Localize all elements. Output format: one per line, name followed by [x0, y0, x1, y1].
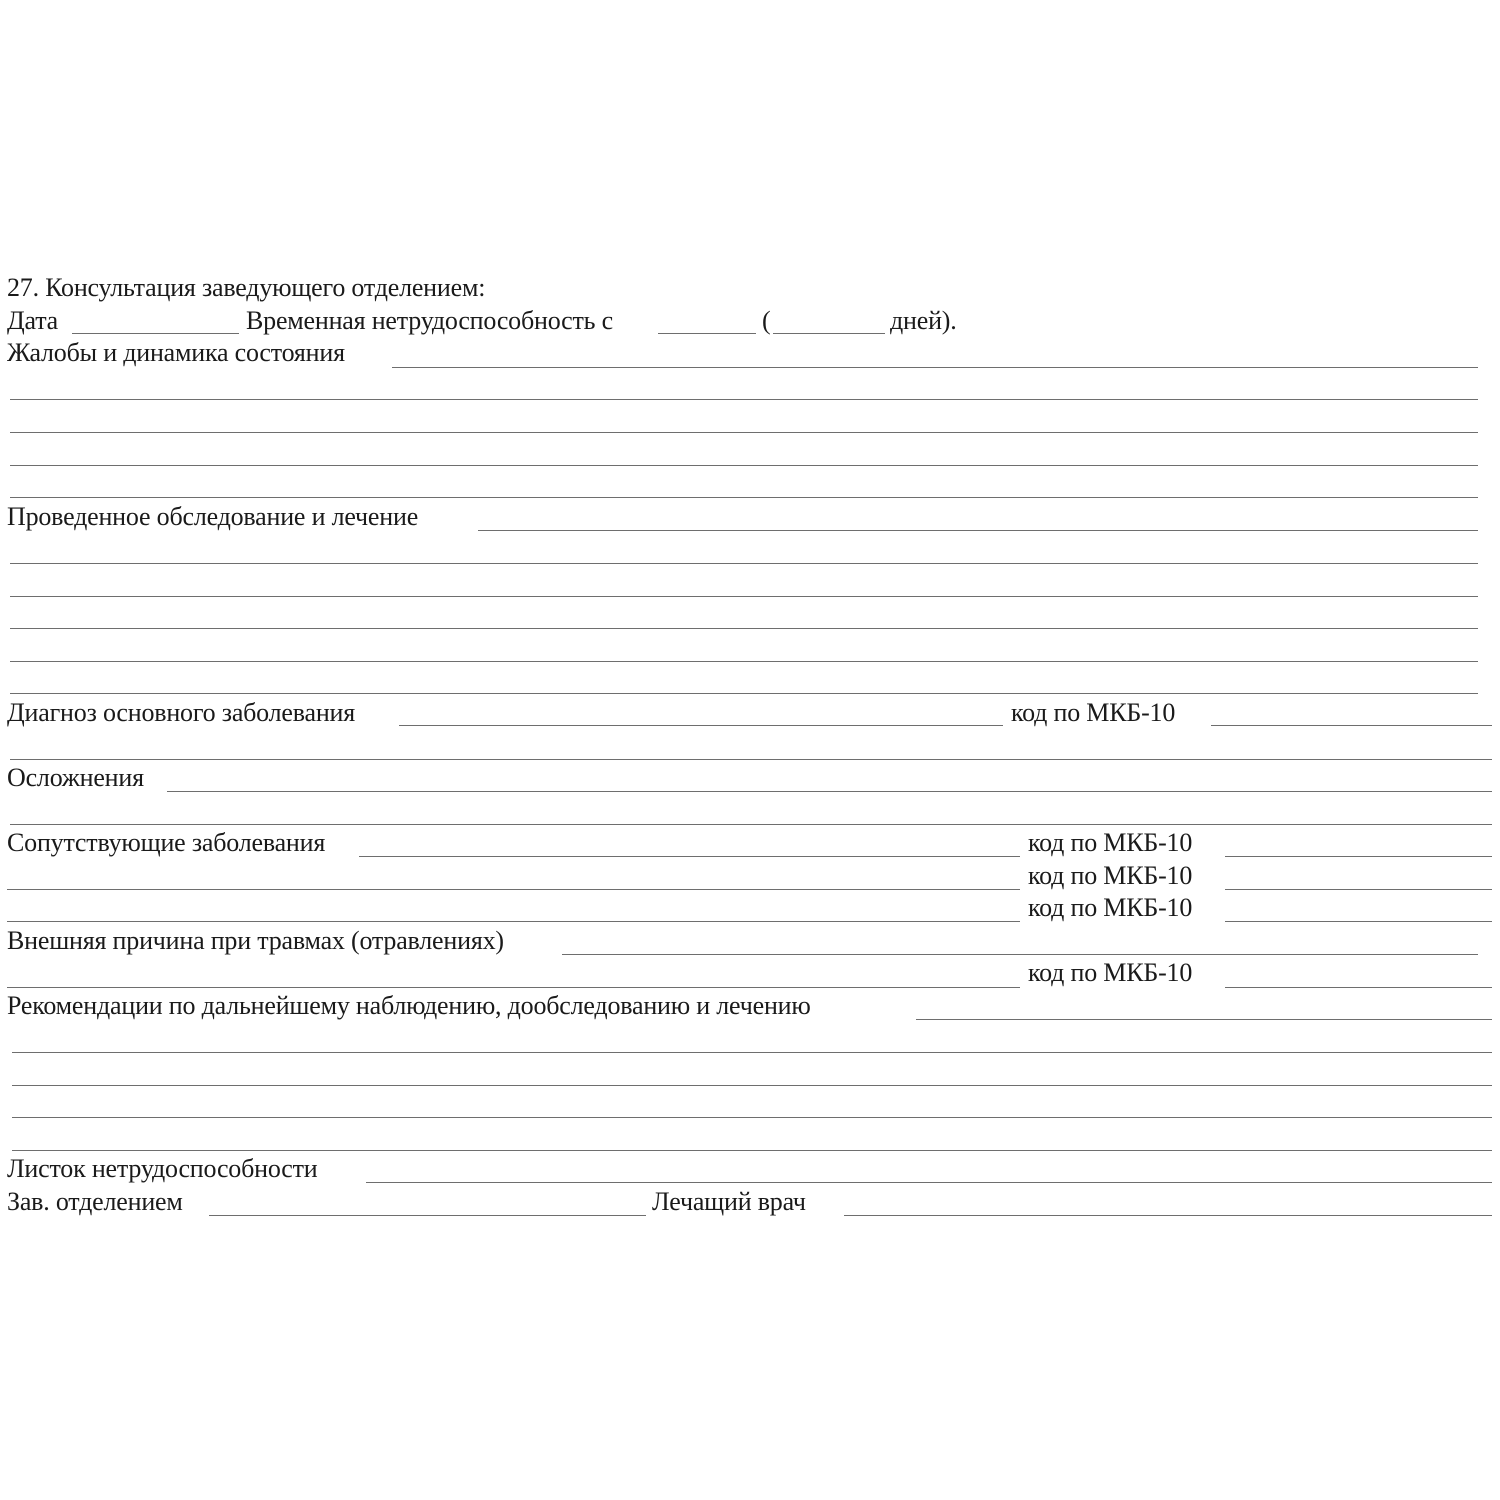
complications-label: Осложнения	[7, 763, 144, 792]
recommendations-line-5[interactable]	[12, 1150, 1492, 1151]
exam-line-3[interactable]	[10, 596, 1478, 597]
complaints-line-3[interactable]	[10, 432, 1478, 433]
comorbid-icd-label-2: код по МКБ-10	[1028, 861, 1193, 890]
doctor-signature-field[interactable]	[844, 1215, 1492, 1216]
comorbid-label: Сопутствующие заболевания	[7, 828, 326, 857]
recommendations-line-2[interactable]	[12, 1052, 1492, 1053]
section-title: 27. Консультация заведующего отделением:	[7, 273, 486, 302]
head-label: Зав. отделением	[7, 1187, 183, 1216]
diagnosis-label: Диагноз основного заболевания	[7, 698, 356, 727]
date-field[interactable]	[72, 333, 239, 334]
comorbid-line-2[interactable]	[7, 889, 1020, 890]
recommendations-line-4[interactable]	[12, 1117, 1492, 1118]
recommendations-label: Рекомендации по дальнейшему наблюдению, дообследованию и лечению	[7, 991, 811, 1020]
complaints-line-4[interactable]	[10, 465, 1478, 466]
exam-line-4[interactable]	[10, 628, 1478, 629]
head-signature-field[interactable]	[209, 1215, 646, 1216]
date-label: Дата	[7, 306, 59, 335]
external-cause-label: Внешняя причина при травмах (отравлениях)	[7, 926, 504, 955]
diagnosis-field[interactable]	[399, 725, 1003, 726]
comorbid-icd-field-1[interactable]	[1225, 856, 1492, 857]
complaints-line-5[interactable]	[10, 497, 1478, 498]
complaints-line-2[interactable]	[10, 399, 1478, 400]
disability-from-field[interactable]	[658, 333, 756, 334]
diagnosis-icd-field[interactable]	[1211, 725, 1492, 726]
comorbid-line-1[interactable]	[359, 856, 1020, 857]
comorbid-icd-label-3: код по МКБ-10	[1028, 893, 1193, 922]
complaints-line-1[interactable]	[392, 367, 1478, 368]
external-cause-line-1[interactable]	[562, 954, 1478, 955]
complications-line-2[interactable]	[10, 824, 1492, 825]
exam-line-2[interactable]	[10, 563, 1478, 564]
complications-line-1[interactable]	[167, 791, 1492, 792]
external-cause-icd-field[interactable]	[1225, 987, 1492, 988]
sick-leave-field[interactable]	[366, 1182, 1492, 1183]
exam-line-6[interactable]	[10, 693, 1478, 694]
complaints-label: Жалобы и динамика состояния	[7, 338, 345, 367]
comorbid-icd-field-2[interactable]	[1225, 889, 1492, 890]
external-cause-line-2[interactable]	[7, 987, 1020, 988]
days-label: дней).	[890, 306, 957, 335]
recommendations-line-1[interactable]	[916, 1019, 1492, 1020]
sick-leave-label: Листок нетрудоспособности	[7, 1154, 318, 1183]
external-cause-icd-label: код по МКБ-10	[1028, 958, 1193, 987]
days-field[interactable]	[773, 333, 885, 334]
disability-label: Временная нетрудоспособность с	[246, 306, 613, 335]
exam-label: Проведенное обследование и лечение	[7, 502, 419, 531]
exam-line-5[interactable]	[10, 661, 1478, 662]
recommendations-line-3[interactable]	[12, 1085, 1492, 1086]
exam-line-1[interactable]	[478, 530, 1478, 531]
days-open-paren: (	[762, 306, 771, 335]
doctor-label: Лечащий врач	[652, 1187, 806, 1216]
comorbid-icd-field-3[interactable]	[1225, 921, 1492, 922]
comorbid-line-3[interactable]	[7, 921, 1020, 922]
comorbid-icd-label-1: код по МКБ-10	[1028, 828, 1193, 857]
diagnosis-line-2[interactable]	[10, 759, 1492, 760]
diagnosis-icd-label: код по МКБ-10	[1011, 698, 1176, 727]
